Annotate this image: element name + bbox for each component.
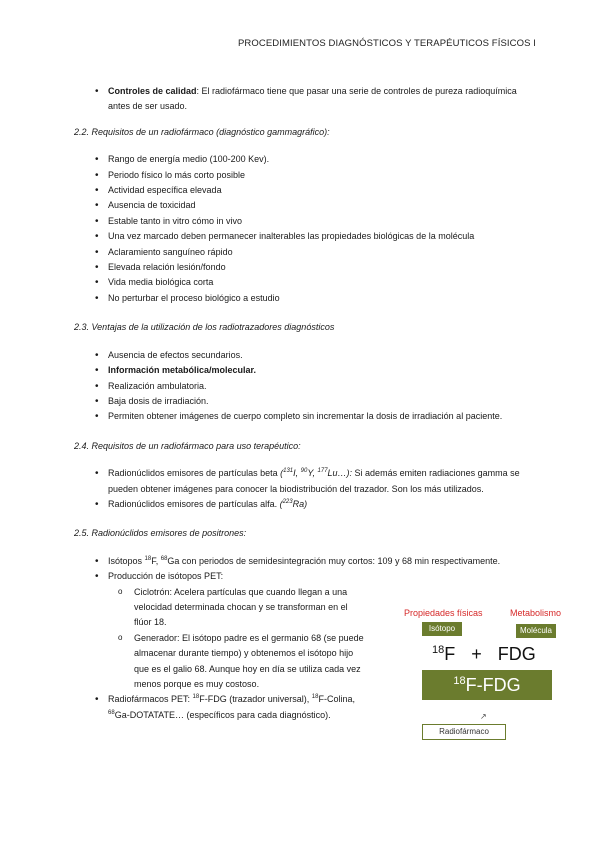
- sub-list-item: o Ciclotrón: Acelera partículas que cuando llegan a una velocidad determinada chocan y se transforman en el flúor 18.: [114, 585, 364, 631]
- isotope-number: 131: [283, 468, 294, 475]
- equation-plus: +: [471, 644, 482, 664]
- item-text: Radionúclidos emisores de partículas beta: [108, 468, 281, 479]
- result-isotope: 18: [453, 675, 466, 687]
- bold-term: Información metabólica/molecular.: [108, 365, 257, 376]
- section-heading-2-2: 2.2. Requisitos de un radiofármaco (diagnóstico gammagráfico):: [74, 126, 330, 137]
- metabolism-label: Metabolismo: [510, 608, 562, 618]
- pet-radiopharma-list: [74, 692, 374, 723]
- item-text: Si además emiten radiaciones gamma se pueden obtener imágenes para conocer la biodistribución del trazador. Son los más utilizados.: [108, 468, 520, 494]
- item-text: Ga con periodos de semidesintegración muy cortos: 109 y 68 min respectivamente.: [167, 555, 501, 566]
- list-item: [92, 692, 374, 723]
- equation-isotope: 18: [432, 644, 445, 656]
- list-item: • Radionúclidos emisores de partículas beta ($^{131}$I, $^{90}$Y, $^{177}$Lu…): Si además emiten radiaciones gamma se pueden obtener imágenes para conocer la biodistribución del trazador. Son los más utilizados.: [92, 466, 534, 497]
- item-text: Isótopos: [108, 555, 145, 566]
- list-item: • Estable tanto in vitro cómo in vivo: [92, 214, 534, 229]
- list-item: • Baja dosis de irradiación.: [92, 394, 534, 409]
- isotope-number: 18: [311, 694, 319, 701]
- arrow-icon: ↗: [480, 712, 487, 721]
- element: Ra): [292, 498, 308, 509]
- list-item: • Periodo físico lo más corto posible: [92, 168, 534, 183]
- advantages-list: [74, 348, 534, 425]
- section-heading-2-5: 2.5. Radionúclidos emisores de positrones:: [74, 528, 247, 539]
- physical-properties-label: Propiedades físicas: [404, 608, 483, 618]
- positron-list: [74, 554, 534, 585]
- equation-f: F: [444, 644, 456, 664]
- bold-term: Controles de calidad: [108, 86, 197, 96]
- list-item: • Ausencia de toxicidad: [92, 198, 534, 213]
- element: F,: [151, 555, 161, 566]
- list-item: [92, 84, 534, 115]
- section-heading-2-3: 2.3. Ventajas de la utilización de los radiotrazadores diagnósticos: [74, 322, 335, 333]
- page-header: PROCEDIMIENTOS DIAGNÓSTICOS Y TERAPÉUTICOS FÍSICOS I: [238, 38, 536, 49]
- list-item: • Rango de energía medio (100-200 Kev).: [92, 152, 534, 167]
- result-box: [422, 670, 552, 700]
- element: Y,: [307, 468, 318, 479]
- equation-fdg: FDG: [497, 644, 536, 664]
- item-text: F-FDG (trazador universal),: [199, 694, 312, 705]
- pet-production-sublist: [74, 585, 364, 693]
- list-item: • Realización ambulatoria.: [92, 379, 534, 394]
- list-item: [92, 363, 534, 378]
- diagnostic-requirements-list: [74, 152, 534, 306]
- molecule-box: Molécula: [516, 624, 556, 638]
- item-text: F-Colina,: [318, 694, 355, 705]
- item-text: : El radiofármaco tiene que pasar una serie de controles de pureza radioquímica antes de ser usado.: [108, 86, 517, 112]
- section-heading-2-4: 2.4. Requisitos de un radiofármaco para uso terapéutico:: [74, 440, 301, 451]
- list-item: • No perturbar el proceso biológico a estudio: [92, 291, 534, 306]
- isotope-number: 223: [282, 498, 293, 505]
- item-text: Ga-DOTATATE… (específicos para cada diagnóstico).: [114, 709, 331, 720]
- result-text: F-FDG: [465, 675, 521, 695]
- list-item: • Ausencia de efectos secundarios.: [92, 348, 534, 363]
- list-item: • Vida media biológica corta: [92, 275, 534, 290]
- fdg-diagram: [398, 608, 568, 748]
- list-item: • Radionúclidos emisores de partículas alfa. ($^{223}$Ra): [92, 497, 534, 512]
- list-item: • Elevada relación lesión/fondo: [92, 260, 534, 275]
- list-item: • Una vez marcado deben permanecer inalterables las propiedades biológicas de la molécula: [92, 229, 534, 244]
- sub-list-item: o Generador: El isótopo padre es el germanio 68 (se puede almacenar durante tiempo) y obtenemos el isótopo hijo que es el galio 68. Aunque hoy en día se utiliza cada vez menos porque es muy costoso.: [114, 631, 364, 693]
- list-item: • Permiten obtener imágenes de cuerpo completo sin incrementar la dosis de irradiación al paciente.: [92, 409, 534, 424]
- isotope-number: 177: [317, 468, 328, 475]
- list-item: • Producción de isótopos PET:: [92, 569, 534, 584]
- list-item: • Aclaramiento sanguíneo rápido: [92, 245, 534, 260]
- isotope-number: 18: [144, 555, 152, 562]
- isotope-number: 90: [300, 468, 308, 475]
- isotope-number: 68: [108, 709, 115, 716]
- isotope-number: 18: [192, 694, 200, 701]
- isotope-number: 68: [160, 555, 168, 562]
- radiopharmaceutical-box: Radiofármaco: [422, 724, 506, 740]
- element: I,: [293, 468, 301, 479]
- therapeutic-list: [74, 466, 534, 512]
- element: Lu…):: [327, 468, 353, 479]
- item-text: Radionúclidos emisores de partículas alfa.: [108, 498, 280, 509]
- equation: [432, 644, 536, 665]
- list-item: • Actividad específica elevada: [92, 183, 534, 198]
- item-text: Radiofármacos PET:: [108, 694, 193, 705]
- quality-list: [74, 84, 534, 115]
- isotope-box: Isótopo: [422, 622, 462, 636]
- list-item: [92, 554, 534, 569]
